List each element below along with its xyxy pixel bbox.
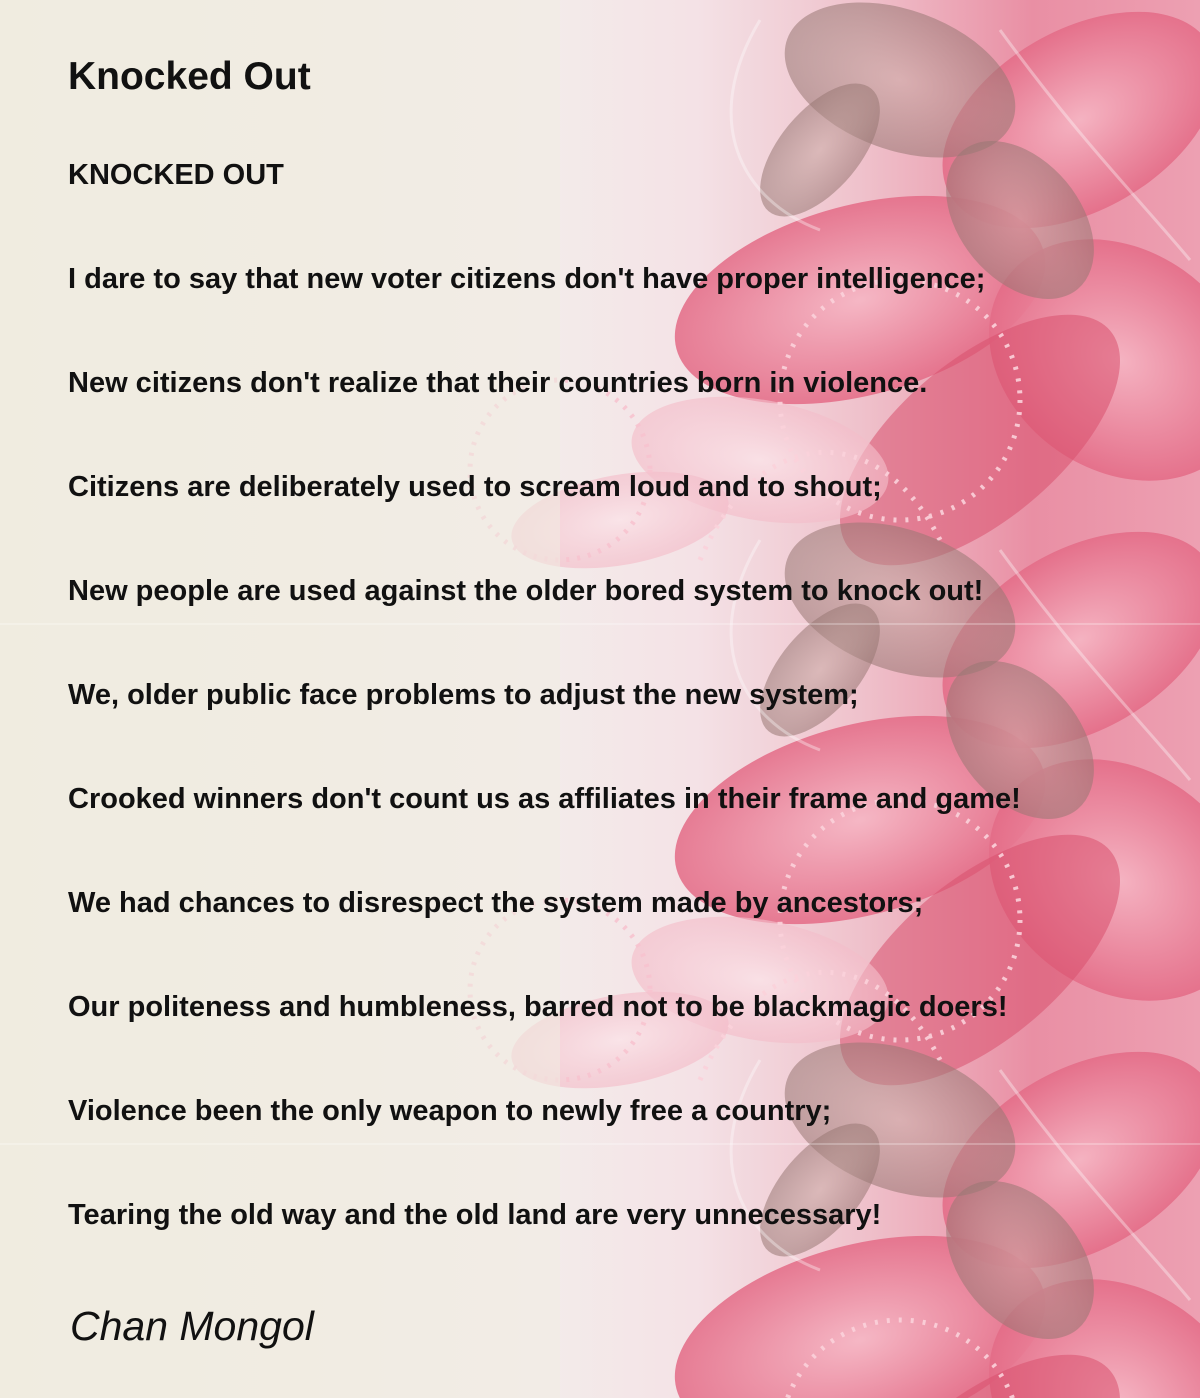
poem-line: New people are used against the older bored system to knock out! [68, 575, 984, 607]
poem-line: I dare to say that new voter citizens don't have proper intelligence; [68, 263, 986, 295]
poem-title: Knocked Out [68, 55, 311, 98]
poem-line: New citizens don't realize that their countries born in violence. [68, 367, 928, 399]
poem-heading: KNOCKED OUT [68, 159, 284, 191]
tile-seam [0, 623, 1200, 625]
poem-line: Citizens are deliberately used to scream loud and to shout; [68, 471, 882, 503]
tile-seam [0, 1143, 1200, 1145]
poem-line: Our politeness and humbleness, barred not to be blackmagic doers! [68, 991, 1008, 1023]
poem-line: We had chances to disrespect the system made by ancestors; [68, 887, 924, 919]
poem-line: Violence been the only weapon to newly free a country; [68, 1095, 832, 1127]
poem-line: Tearing the old way and the old land are very unnecessary! [68, 1199, 882, 1231]
poem-author: Chan Mongol [70, 1303, 314, 1349]
poem-line: We, older public face problems to adjust the new system; [68, 679, 859, 711]
poem-line: Crooked winners don't count us as affiliates in their frame and game! [68, 783, 1021, 815]
